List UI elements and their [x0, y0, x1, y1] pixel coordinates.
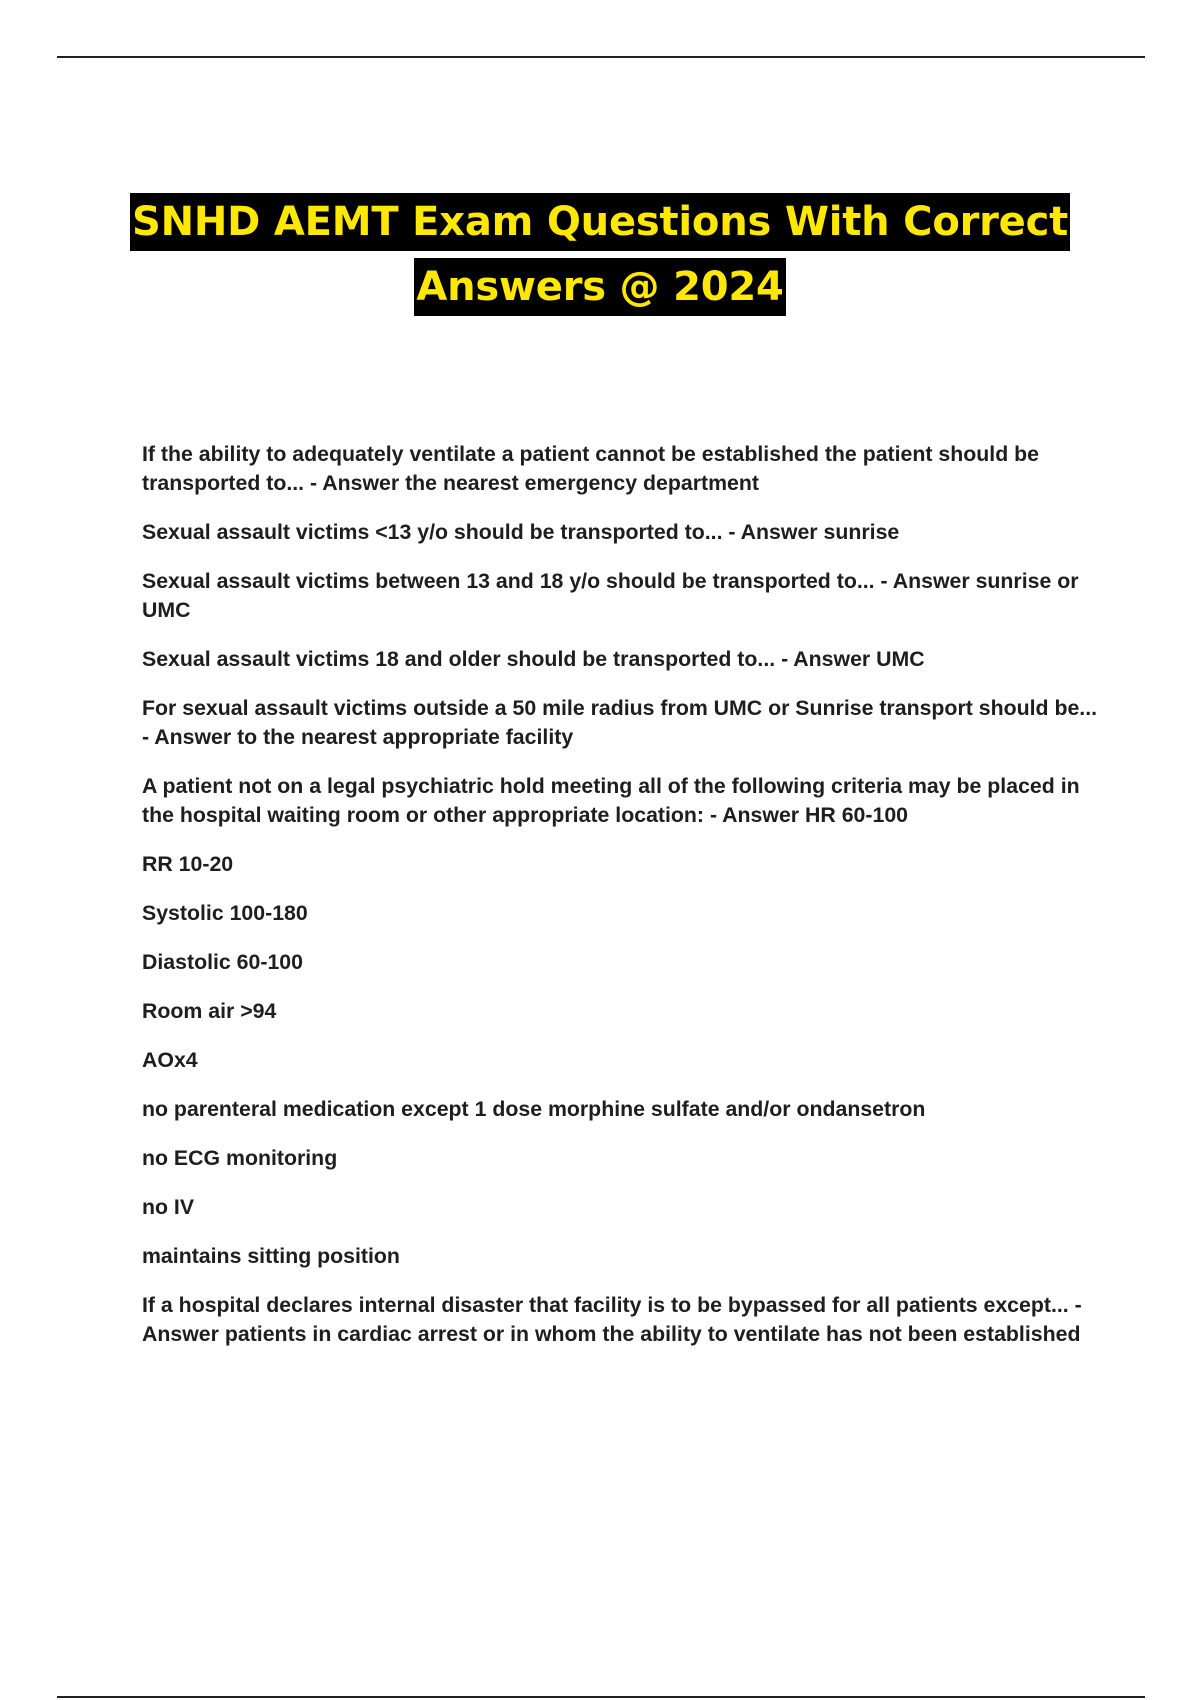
paragraph: Diastolic 60-100	[142, 950, 303, 974]
document-body	[142, 440, 1102, 1369]
paragraph: AOx4	[142, 1048, 198, 1072]
paragraph: Sexual assault victims between 13 and 18 y/o should be transported to... - Answer sunrise or UMC	[142, 569, 1079, 622]
document-title	[100, 193, 1100, 323]
title-line-2: Answers @ 2024	[414, 258, 785, 316]
paragraph: A patient not on a legal psychiatric hold meeting all of the following criteria may be placed in the hospital waiting room or other appropriate location: - Answer HR 60-100	[142, 774, 1080, 827]
paragraph: Sexual assault victims <13 y/o should be transported to... - Answer sunrise	[142, 520, 900, 544]
paragraph: no parenteral medication except 1 dose morphine sulfate and/or ondansetron	[142, 1097, 926, 1121]
paragraph: If a hospital declares internal disaster that facility is to be bypassed for all patients except... - Answer patients in cardiac arrest or in whom the ability to ventilate has not been established	[142, 1293, 1082, 1346]
paragraph: maintains sitting position	[142, 1244, 400, 1268]
paragraph: no ECG monitoring	[142, 1146, 338, 1170]
paragraph: For sexual assault victims outside a 50 mile radius from UMC or Sunrise transport should be... - Answer to the nearest appropriate facility	[142, 696, 1098, 749]
paragraph: RR 10-20	[142, 852, 234, 876]
paragraph: no IV	[142, 1195, 195, 1219]
paragraph: Room air >94	[142, 999, 277, 1023]
title-line-1: SNHD AEMT Exam Questions With Correct	[130, 193, 1070, 251]
paragraph: Systolic 100-180	[142, 901, 308, 925]
paragraph: If the ability to adequately ventilate a patient cannot be established the patient should be transported to... - Answer the nearest emergency department	[142, 442, 1039, 495]
header-rule	[57, 56, 1145, 58]
footer-rule	[57, 1696, 1145, 1698]
paragraph: Sexual assault victims 18 and older should be transported to... - Answer UMC	[142, 647, 925, 671]
